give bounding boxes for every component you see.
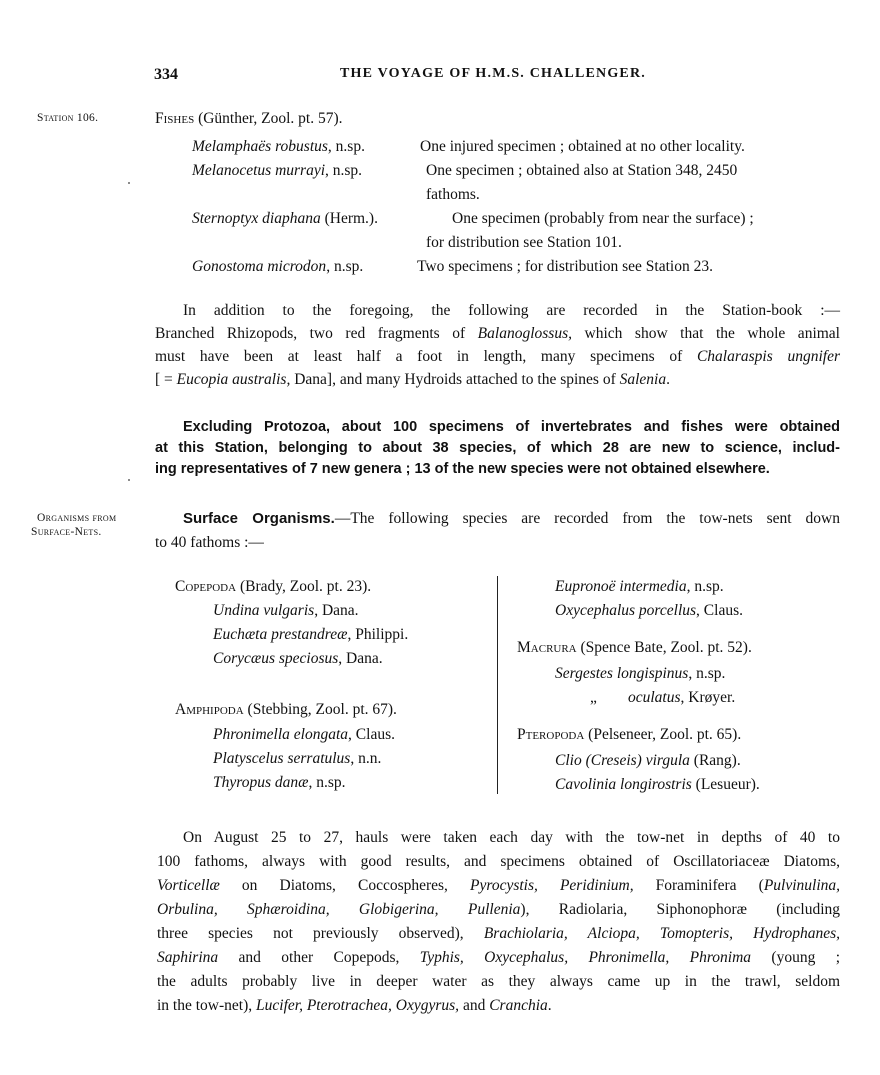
species-item: Platyscelus serratulus, n.n.: [213, 750, 382, 767]
summary-line: Excluding Protozoa, about 100 specimens of invertebrates and fishes were obtained: [183, 419, 840, 435]
species-item: Cavolinia longirostris (Lesueur).: [555, 776, 760, 793]
fish-entry-desc: Two specimens ; for distribution see Station 23.: [417, 258, 713, 275]
paragraph-line: Saphirina and other Copepods, Typhis, Oxycephalus, Phronimella, Phronima (young ;: [157, 949, 840, 966]
species-item: oculatus, Krøyer.: [628, 689, 736, 706]
paragraph-line: On August 25 to 27, hauls were taken each day with the tow-net in depths of 40 to: [183, 829, 840, 846]
species-item: Undina vulgaris, Dana.: [213, 602, 359, 619]
fish-entry: Sternoptyx diaphana (Herm.).: [192, 210, 378, 227]
fish-entry-desc: One specimen (probably from near the surface) ;: [452, 210, 754, 227]
paragraph-line: In addition to the foregoing, the following are recorded in the Station-book :—: [183, 302, 840, 319]
species-item: Phronimella elongata, Claus.: [213, 726, 395, 743]
ditto-mark: „: [590, 689, 597, 706]
group-heading-amphipoda: Amphipoda (Stebbing, Zool. pt. 67).: [175, 701, 397, 718]
paragraph-line: the adults probably live in deeper water as they always came up in the trawl, seldom: [157, 973, 840, 990]
margin-note-organisms-1: Organisms from: [37, 512, 117, 524]
fish-entry: Melanocetus murrayi, n.sp.: [192, 162, 363, 179]
surface-organisms-line: Surface Organisms.—The following species are recorded from the tow-nets sent down: [183, 510, 840, 527]
group-heading-macrura: Macrura (Spence Bate, Zool. pt. 52).: [517, 639, 752, 656]
paragraph-line: must have been at least half a foot in length, many specimens of Chalaraspis ungnifer: [155, 348, 840, 365]
species-item: Sergestes longispinus, n.sp.: [555, 665, 726, 682]
paragraph-line: Branched Rhizopods, two red fragments of Balanoglossus, which show that the whole animal: [155, 325, 840, 342]
species-item: Corycæus speciosus, Dana.: [213, 650, 383, 667]
fish-entry: Melamphaës robustus, n.sp.: [192, 138, 365, 155]
paragraph-line: three species not previously observed), Brachiolaria, Alciopa, Tomopteris, Hydrophanes,: [157, 925, 840, 942]
species-item: Euchæta prestandreæ, Philippi.: [213, 626, 409, 643]
margin-mark: [128, 479, 130, 481]
fish-entry: Gonostoma microdon, n.sp.: [192, 258, 364, 275]
margin-note-organisms-2: Surface-Nets.: [31, 526, 102, 538]
fish-entry-desc: One specimen ; obtained also at Station 348, 2450: [426, 162, 738, 179]
species-item: Clio (Creseis) virgula (Rang).: [555, 752, 741, 769]
species-item: Oxycephalus porcellus, Claus.: [555, 602, 743, 619]
summary-line: at this Station, belonging to about 38 species, of which 28 are new to science, includ-: [155, 440, 840, 456]
paragraph-line: in the tow-net), Lucifer, Pterotrachea, Oxygyrus, and Cranchia.: [157, 997, 552, 1014]
column-divider: [497, 576, 498, 794]
fish-entry-desc: One injured specimen ; obtained at no other locality.: [420, 138, 745, 155]
group-heading-pteropoda: Pteropoda (Pelseneer, Zool. pt. 65).: [517, 726, 742, 743]
running-title: THE VOYAGE OF H.M.S. CHALLENGER.: [340, 66, 646, 81]
species-item: Eupronoë intermedia, n.sp.: [555, 578, 724, 595]
fishes-heading: Fishes (Günther, Zool. pt. 57).: [155, 110, 343, 127]
fish-entry-desc-cont: for distribution see Station 101.: [426, 234, 622, 251]
page-number: 334: [154, 66, 178, 83]
paragraph-line: Vorticellæ on Diatoms, Coccospheres, Pyrocystis, Peridinium, Foraminifera (Pulvinulina,: [157, 877, 841, 894]
paragraph-line: [ = Eucopia australis, Dana], and many Hydroids attached to the spines of Salenia.: [155, 371, 670, 388]
paragraph-line: Orbulina, Sphæroidina, Globigerina, Pullenia), Radiolaria, Siphonophoræ (including: [157, 901, 840, 918]
paragraph-line: 100 fathoms, always with good results, and specimens obtained of Oscillatoriaceæ Diatoms,: [157, 853, 840, 870]
summary-line: ing representatives of 7 new genera ; 13 of the new species were not obtained elsewhere.: [155, 461, 770, 477]
margin-note-station: Station 106.: [37, 112, 99, 124]
surface-organisms-line: to 40 fathoms :—: [155, 534, 264, 551]
margin-mark: [128, 182, 130, 184]
group-heading-copepoda: Copepoda (Brady, Zool. pt. 23).: [175, 578, 372, 595]
species-item: Thyropus danæ, n.sp.: [213, 774, 346, 791]
fish-entry-desc-cont: fathoms.: [426, 186, 480, 203]
